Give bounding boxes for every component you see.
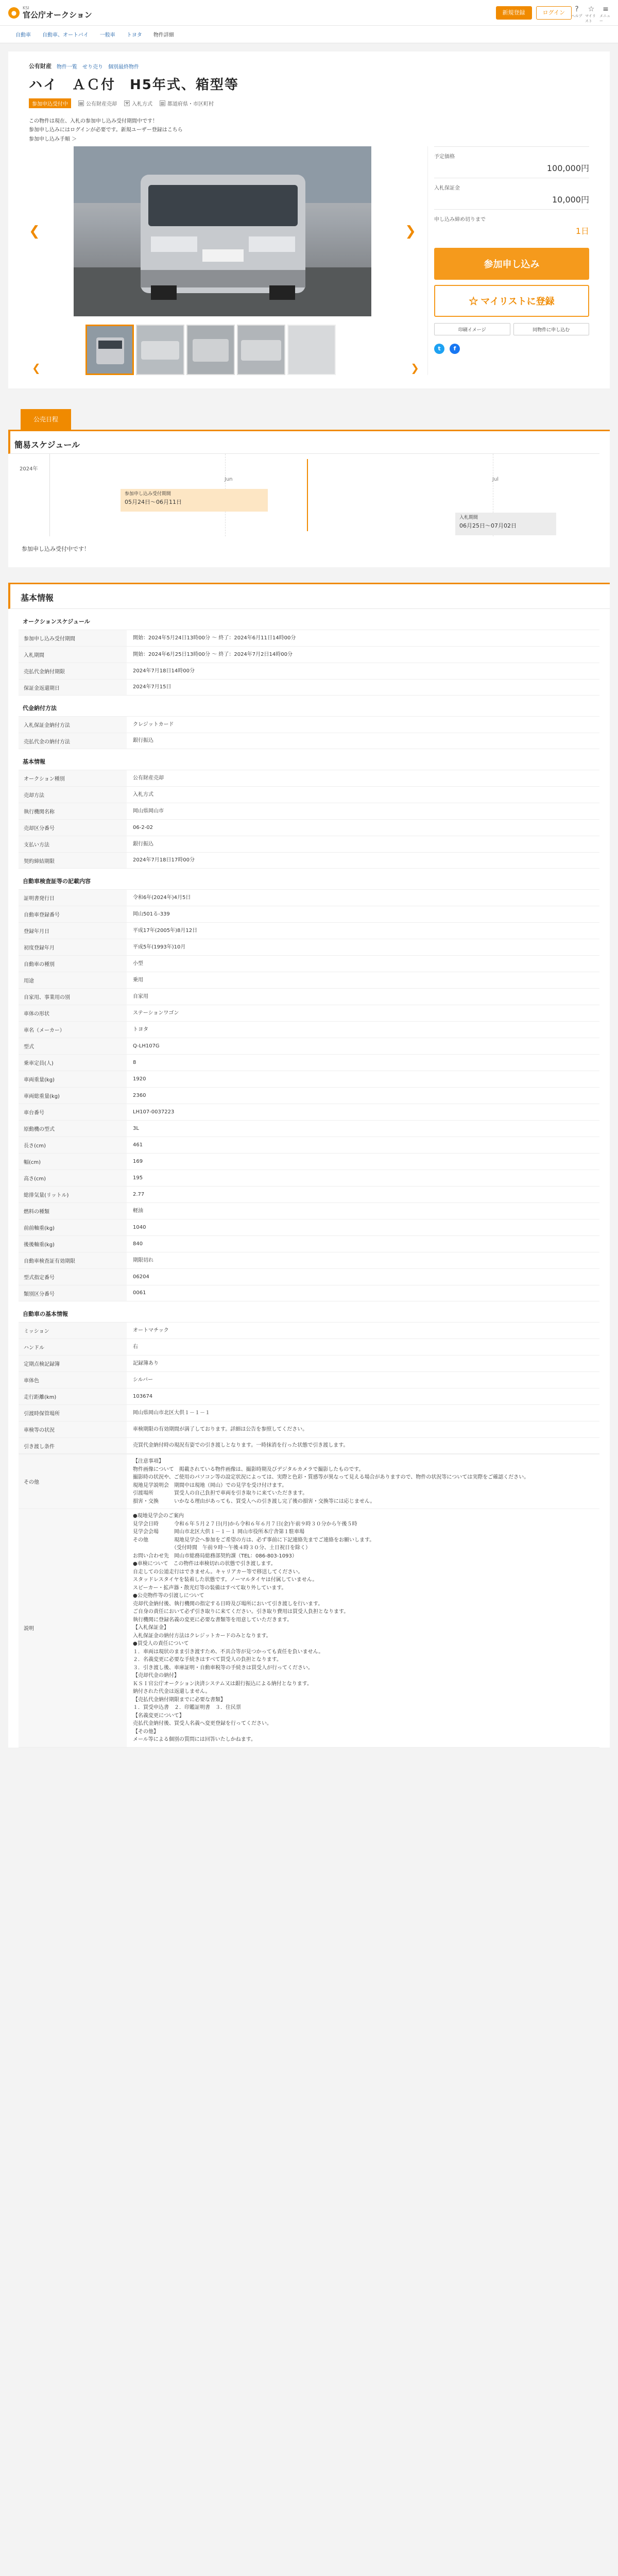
text-line: 損害・交換 いかなる理由があっても、買受人への引き渡し完了後の損害・交換等には応じません。 (133, 1498, 375, 1504)
breadcrumb-final[interactable]: 個別最終物件 (108, 64, 139, 70)
row-value: 令和6年(2024年)4月5日 (133, 894, 191, 901)
row-key: 入札保証金納付方法 (19, 717, 127, 733)
breadcrumb (29, 62, 589, 70)
row-key: 車体の形状 (19, 1005, 127, 1021)
start-price-label: 予定価格 (434, 154, 455, 160)
table-row (19, 906, 599, 922)
same-item-button[interactable]: 同物件に申し込む (513, 323, 590, 335)
table-row (19, 1137, 599, 1153)
procedure-link[interactable]: 参加申し込み手順 ＞ (29, 137, 77, 142)
table-row (19, 819, 599, 836)
row-value: 開始：2024年6月25日13時00分 ～ 終了：2024年7月2日14時00分 (133, 651, 293, 657)
register-button[interactable]: 新規登録 (496, 6, 532, 20)
text-line: メール等による個別の質問には回答いたしかねます。 (133, 1737, 256, 1742)
row-value: 売買代金納付時の現況有姿での引き渡しとなります。一時抹消を行った状態で引き渡します。 (133, 1443, 349, 1449)
header (0, 0, 618, 26)
row-value: 軽油 (133, 1208, 143, 1214)
text-line: 執行機関に登録名義の変更に必要な書類等を用意していただきます。 (133, 1617, 293, 1623)
status-badge: 参加申込受付中 (29, 98, 71, 108)
timeline-bar-apply-date: 05月24日～06月11日 (125, 498, 182, 505)
tag-method (124, 99, 152, 107)
breadcrumb-head: 公有財産 (29, 63, 52, 70)
row-value: ステーションワゴン (133, 1010, 179, 1016)
table-row (19, 646, 599, 663)
row-key: 類別区分番号 (19, 1285, 127, 1301)
table-row (19, 1054, 599, 1071)
main-photo[interactable] (74, 146, 371, 316)
row-value: 右 (133, 1344, 138, 1350)
notice-line-1: この物件は現在、入札の参加申し込み受付期間中です！ (29, 118, 158, 124)
table-row (19, 679, 599, 696)
timeline-note: 参加申し込み受付中です！ (22, 546, 90, 552)
text-line: ３．引き渡し後、車庫証明・自動車税等の手続きは買受人が行ってください。 (133, 1665, 313, 1671)
table-row (19, 1285, 599, 1301)
text-line: １．買受申込書 ２．印鑑証明書 ３．住民票 (133, 1705, 241, 1710)
deposit-value: 10,000円 (552, 195, 589, 205)
text-line: ●公売物件等の引渡しについて (133, 1593, 204, 1599)
deadline-label: 申し込み締め切りまで (434, 217, 486, 223)
row-value: 小型 (133, 960, 143, 967)
facebook-icon[interactable]: f (450, 344, 460, 354)
site-logo[interactable] (8, 6, 92, 19)
prev-photo-icon[interactable]: ❮ (29, 224, 40, 239)
table-row (19, 955, 599, 972)
logo-main: 官公庁オークション (23, 10, 92, 20)
text-line: 【売払代金納付期限までに必要な書類】 (133, 1697, 226, 1703)
info-group (8, 1301, 610, 1454)
table-row (19, 889, 599, 906)
row-key: 売却方法 (19, 787, 127, 803)
timeline-today-marker (307, 459, 308, 531)
text-line: 【名義変更について】 (133, 1713, 184, 1719)
table-row (19, 1071, 599, 1087)
row-value: 2024年7月18日17時00分 (133, 857, 195, 863)
nav-item-current: 物件詳細 (153, 32, 174, 38)
row-value: トヨタ (133, 1026, 148, 1032)
text-line: ご自身の責任において必ず引き取りに来てください。引き取り費用は買受人負担となります。 (133, 1609, 349, 1615)
table-row (19, 1388, 599, 1404)
row-key: 自動車登録番号 (19, 906, 127, 922)
row-value: 平成5年(1993年)10月 (133, 944, 186, 950)
thumbnail-strip (85, 325, 416, 375)
breadcrumb-type[interactable]: せり売り (82, 64, 103, 70)
table-row (19, 1021, 599, 1038)
row-value: 銀行振込 (133, 738, 153, 744)
table-row (19, 1322, 599, 1338)
apply-button[interactable]: 参加申し込み (434, 248, 589, 280)
mylist-label: マイリスト (585, 14, 596, 23)
table-row (19, 1338, 599, 1355)
text-line: ●現地見学会のご案内 (133, 1513, 184, 1519)
text-line: 納付された代金は返還しません。 (133, 1689, 211, 1694)
row-key: 車検等の状況 (19, 1421, 127, 1437)
row-value: 車検期限の有効期間が満了しております。詳細は公告を参照してください。 (133, 1426, 308, 1432)
row-key: 型式指定番号 (19, 1269, 127, 1285)
table-row (19, 1355, 599, 1371)
row-value: 期限切れ (133, 1257, 153, 1263)
row-key: 車台番号 (19, 1104, 127, 1120)
row-key: 車両総重量(kg) (19, 1088, 127, 1104)
table-row (19, 803, 599, 819)
menu-icon[interactable]: ≡ メニュー (599, 5, 612, 21)
text-line: ●車検について この物件は車検切れの状態で引き渡します。 (133, 1561, 276, 1567)
row-key: 引き渡し条件 (19, 1438, 127, 1453)
row-key: 自動車の種別 (19, 956, 127, 972)
table-row (19, 1252, 599, 1268)
thumbnail-1[interactable] (85, 325, 134, 375)
table-row (19, 1235, 599, 1252)
timeline-month-jul: Jul (492, 477, 499, 482)
row-value: 461 (133, 1142, 143, 1148)
text-line: 見学会日時 令和６年５月２７日(月)から令和６年６月７日(金)午前９時３０分から午後５時 (133, 1521, 357, 1527)
text-line: 売払代金納付後、買受人名義へ変更登録を行ってください。 (133, 1721, 272, 1726)
text-line: 自走しての公道走行はできません。キャリアカー等で移送してください。 (133, 1569, 303, 1575)
thumb-van-side-icon (137, 326, 183, 374)
table-row (19, 1371, 599, 1388)
nav-item-car[interactable]: 自動車 (15, 32, 31, 38)
row-key: 用途 (19, 972, 127, 988)
row-key: 総排気量(リットル) (19, 1187, 127, 1202)
row-key: 車名（メーカー） (19, 1022, 127, 1038)
page-title: ハイ ＡＣ付 H5年式、箱型等 (29, 77, 239, 93)
row-value: 06204 (133, 1274, 149, 1280)
row-key: ハンドル (19, 1339, 127, 1355)
row-value: 乗用 (133, 977, 143, 983)
mylist-button-label: マイリストに登録 (480, 296, 555, 307)
text-line: 引渡場所 買受人の自己負担で車両を引き取りに来ていただきます。 (133, 1490, 308, 1496)
row-value: 公有財産売却 (133, 775, 164, 781)
timeline-year: 2024年 (20, 466, 38, 472)
text-line: 【売却代金の納付】 (133, 1673, 179, 1679)
mylist-button[interactable] (434, 285, 589, 317)
doc-icon: ▤ (79, 101, 83, 106)
table-row (19, 939, 599, 955)
timeline-bar-apply (121, 489, 268, 512)
row-key: 自家用、事業用の別 (19, 989, 127, 1005)
row-key: 保証金返還期日 (19, 680, 127, 695)
timeline-bar-bid-label: 入札期間 (459, 515, 478, 520)
thumb-van-back-icon (238, 326, 284, 374)
info-group (8, 609, 610, 696)
table-row (19, 1153, 599, 1170)
table-row (19, 1268, 599, 1285)
row-value: 840 (133, 1241, 143, 1247)
table-row (19, 786, 599, 803)
text-line: その他 現地見学会へ参加をご希望の方は、必ず事前に下記連絡先までご連絡をお願いします。 (133, 1537, 375, 1543)
twitter-icon[interactable]: t (434, 344, 444, 354)
deposit-label: 入札保証金 (434, 185, 460, 191)
global-nav (0, 26, 618, 43)
info-group (8, 869, 610, 1301)
help-icon[interactable]: ? ヘルプ (571, 5, 582, 18)
table-row (19, 988, 599, 1005)
row-value: 自家用 (133, 993, 148, 999)
tag-sale (78, 99, 117, 107)
table-row-other (19, 1454, 599, 1509)
text-line: 現地見学説明会 期間中は現地（岡山）での見学を受け付けます。 (133, 1482, 287, 1488)
row-value: 103674 (133, 1393, 153, 1399)
table-row (19, 1437, 599, 1454)
row-value: 8 (133, 1059, 136, 1065)
print-button[interactable]: 印刷イメージ (434, 323, 510, 335)
nav-item-general[interactable]: 一般車 (99, 32, 115, 38)
table-row (19, 716, 599, 733)
table-row-desc (19, 1509, 599, 1748)
table-row (19, 852, 599, 869)
breadcrumb-list[interactable]: 物件一覧 (57, 64, 77, 70)
building-icon: ▥ (160, 101, 165, 106)
table-row (19, 972, 599, 988)
row-key: 原動機の型式 (19, 1121, 127, 1137)
nav-item-car-bike[interactable]: 自動車、オートバイ (42, 32, 89, 38)
row-value: LH107-0037223 (133, 1109, 175, 1115)
thumbs-prev-icon[interactable]: ❮ (32, 362, 41, 374)
info-group (8, 696, 610, 749)
row-value: 開始：2024年5月24日13時00分 ～ 終了：2024年6月11日14時00分 (133, 635, 296, 641)
thumbnail-4[interactable] (237, 325, 285, 375)
logo-sub: KSI (23, 6, 29, 10)
row-value: 平成17年(2005年)8月12日 (133, 927, 198, 934)
thumb-interior-icon (288, 326, 335, 374)
row-key: 証明書発行日 (19, 890, 127, 906)
table-row (19, 922, 599, 939)
timeline-bar-bid (455, 513, 556, 535)
notice-line-2: 参加申し込みにはログインが必要です。新規ユーザー登録はこちら (29, 127, 183, 133)
table-row (19, 663, 599, 679)
info-group (8, 749, 610, 869)
row-value: 1040 (133, 1224, 146, 1230)
timeline (19, 454, 599, 557)
info-group-title: 自動車の基本情報 (23, 1311, 68, 1317)
row-value: 岡山県岡山市北区大供１－１－１ (133, 1410, 210, 1416)
info-group-title: 自動車検査証等の記載内容 (23, 878, 91, 885)
thumbnail-2[interactable] (136, 325, 184, 375)
row-key: 長さ(cm) (19, 1137, 127, 1153)
info-group-title: 基本情報 (23, 758, 45, 765)
info-group-title: 代金納付方法 (23, 705, 57, 711)
row-key: ミッション (19, 1323, 127, 1338)
table-row (19, 1005, 599, 1021)
text-line: （受付時間 午前９時～午後４時３０分、土日祝日を除く） (133, 1545, 311, 1551)
row-value: オートマチック (133, 1327, 169, 1333)
row-key: 初度登録年月 (19, 939, 127, 955)
row-key: 幅(cm) (19, 1154, 127, 1170)
basic-info-title: 基本情報 (8, 583, 610, 609)
tag-org-label: 都道府県・市区町村 (167, 101, 214, 107)
login-button[interactable]: ログイン (536, 6, 572, 20)
table-row (19, 1120, 599, 1137)
row-key: 前前軸重(kg) (19, 1219, 127, 1235)
row-value-other (127, 1454, 599, 1509)
logo-mark-icon: ● (8, 7, 20, 19)
row-key: 後後軸重(kg) (19, 1236, 127, 1252)
text-line: 【注意事項】 (133, 1459, 164, 1464)
row-key: 登録年月日 (19, 923, 127, 939)
timeline-bar-bid-date: 06月25日～07月02日 (459, 522, 517, 529)
row-key: 引渡時保管場所 (19, 1405, 127, 1421)
row-value: 0061 (133, 1290, 146, 1296)
basic-info-groups (8, 609, 610, 1454)
row-value: 06-2-02 (133, 824, 153, 831)
row-value: クレジットカード (133, 721, 174, 727)
thumbnail-5[interactable] (287, 325, 336, 375)
row-key: 参加申し込み受付期間 (19, 630, 127, 646)
text-line: スタッドレスタイヤを装着した状態です。ノーマルタイヤは付属していません。 (133, 1577, 318, 1583)
table-row (19, 836, 599, 852)
gallery (29, 146, 419, 375)
text-line: 入札保証金の納付方法はクレジットカードのみとなります。 (133, 1633, 271, 1639)
item-panel (8, 52, 610, 388)
row-key: 売払代金の納付方法 (19, 733, 127, 749)
row-key: 支払い方法 (19, 836, 127, 852)
table-row (19, 1038, 599, 1054)
text-line: 【入札保証金】 (133, 1625, 169, 1631)
row-key: オークション種別 (19, 770, 127, 786)
table-row (19, 1186, 599, 1202)
row-value: 記録簿あり (133, 1360, 159, 1366)
nav-item-toyota[interactable]: トヨタ (126, 32, 142, 38)
row-value: Q-LH107G (133, 1043, 160, 1049)
row-key: 売払代金納付期限 (19, 663, 127, 679)
tag-sale-label: 公有財産売却 (86, 101, 117, 107)
row-value: 2024年7月18日14時00分 (133, 668, 195, 674)
row-key: 車体色 (19, 1372, 127, 1388)
table-row (19, 733, 599, 749)
row-value: 入札方式 (133, 791, 153, 798)
info-group-title: オークションスケジュール (23, 618, 90, 625)
row-key: 走行距離(km) (19, 1388, 127, 1404)
timeline-bar-apply-label: 参加申し込み受付期間 (125, 492, 171, 497)
row-key: 契約締結期限 (19, 853, 127, 868)
text-line: スピーカー・拡声器・散光灯等の装備はすべて取り外しています。 (133, 1585, 287, 1591)
timeline-month-jun: Jun (225, 477, 233, 482)
row-key: 高さ(cm) (19, 1170, 127, 1186)
row-key: 執行機関名称 (19, 803, 127, 819)
text-line: 物件画像について 掲載されている物件画像は、撮影時期及びデジタルカメラで撮影したものです。 (133, 1466, 364, 1472)
tab-schedule[interactable]: 公売日程 (21, 409, 71, 430)
table-row (19, 1170, 599, 1186)
row-key: 乗車定員(人) (19, 1055, 127, 1071)
thumbnail-3[interactable] (186, 325, 235, 375)
table-row (19, 1202, 599, 1219)
table-row (19, 1219, 599, 1235)
mylist-icon[interactable]: ☆ マイリスト (585, 5, 597, 21)
row-value: 岡山県岡山市 (133, 808, 164, 814)
row-key: 定期点検記録簿 (19, 1355, 127, 1371)
text-line: 見学会会場 岡山市北区大供１－１－１ 岡山市役所本庁舎第１駐車場 (133, 1529, 305, 1535)
row-value: 1920 (133, 1076, 146, 1082)
row-value: シルバー (133, 1377, 153, 1383)
menu-label: メニュー (599, 14, 610, 23)
text-line: ２．名義変更に必要な手続きはすべて買受人の負担となります。 (133, 1657, 282, 1663)
schedule-title: 簡易スケジュール (8, 431, 599, 454)
row-value: 2360 (133, 1092, 146, 1098)
table-row (19, 630, 599, 646)
row-value: 2024年7月15日 (133, 684, 171, 690)
row-key: 自動車検査証有効期限 (19, 1252, 127, 1268)
text-line: 売却代金納付後、執行機関の指定する日時及び場所において引き渡しを行います。 (133, 1601, 323, 1607)
row-key: 型式 (19, 1038, 127, 1054)
row-value: 169 (133, 1158, 143, 1164)
deadline-value: 1日 (575, 226, 589, 236)
text-line: ●買受人の責任について (133, 1641, 189, 1647)
start-price-value: 100,000円 (546, 163, 589, 173)
text-line: 撮影時の状況や、ご使用のパソコン等の設定状況によっては、実際と色彩・質感等が異なって見える場合がありますので、物件の状況等については実際をご確認ください。 (133, 1475, 529, 1480)
table-row (19, 1404, 599, 1421)
row-value: 岡山501る-339 (133, 911, 170, 917)
row-value: 3L (133, 1125, 139, 1131)
thumb-van-rear-icon (187, 326, 234, 374)
van-photo-icon (74, 146, 371, 316)
row-key: その他 (19, 1454, 127, 1509)
text-line: 【その他】 (133, 1728, 159, 1735)
text-line: お問い合わせ先 岡山市総務局総務部契約課（TEL：086-803-1093） (133, 1553, 297, 1559)
tag-org (160, 99, 214, 107)
row-value: 2.77 (133, 1191, 145, 1197)
next-photo-icon[interactable]: ❯ (405, 224, 416, 239)
row-value-desc (127, 1509, 599, 1747)
text-line: ＫＳＩ官公庁オークション決済システム又は銀行振込による納付となります。 (133, 1681, 312, 1687)
row-value: 195 (133, 1175, 143, 1181)
star-icon: ☆ (469, 296, 481, 307)
row-key: 燃料の種類 (19, 1203, 127, 1219)
help-label: ヘルプ (571, 14, 582, 18)
row-key: 車両重量(kg) (19, 1071, 127, 1087)
table-row (19, 1421, 599, 1437)
hammer-icon: ⚒ (125, 101, 129, 106)
row-value: 銀行振込 (133, 841, 153, 847)
row-key: 売却区分番号 (19, 820, 127, 836)
schedule-section (8, 430, 610, 567)
price-panel (427, 146, 589, 375)
table-row (19, 1104, 599, 1120)
row-key: 説明 (19, 1509, 127, 1747)
basic-info-section (8, 583, 610, 1748)
table-row (19, 770, 599, 786)
table-row (19, 1087, 599, 1104)
thumbs-next-icon[interactable]: ❯ (410, 362, 419, 374)
row-key: 入札期間 (19, 647, 127, 663)
text-line: １．車両は現状のまま引き渡すため、不具合等が見つかっても責任を負いません。 (133, 1649, 324, 1655)
tag-method-label: 入札方式 (132, 101, 152, 107)
thumb-van-icon (87, 326, 133, 375)
